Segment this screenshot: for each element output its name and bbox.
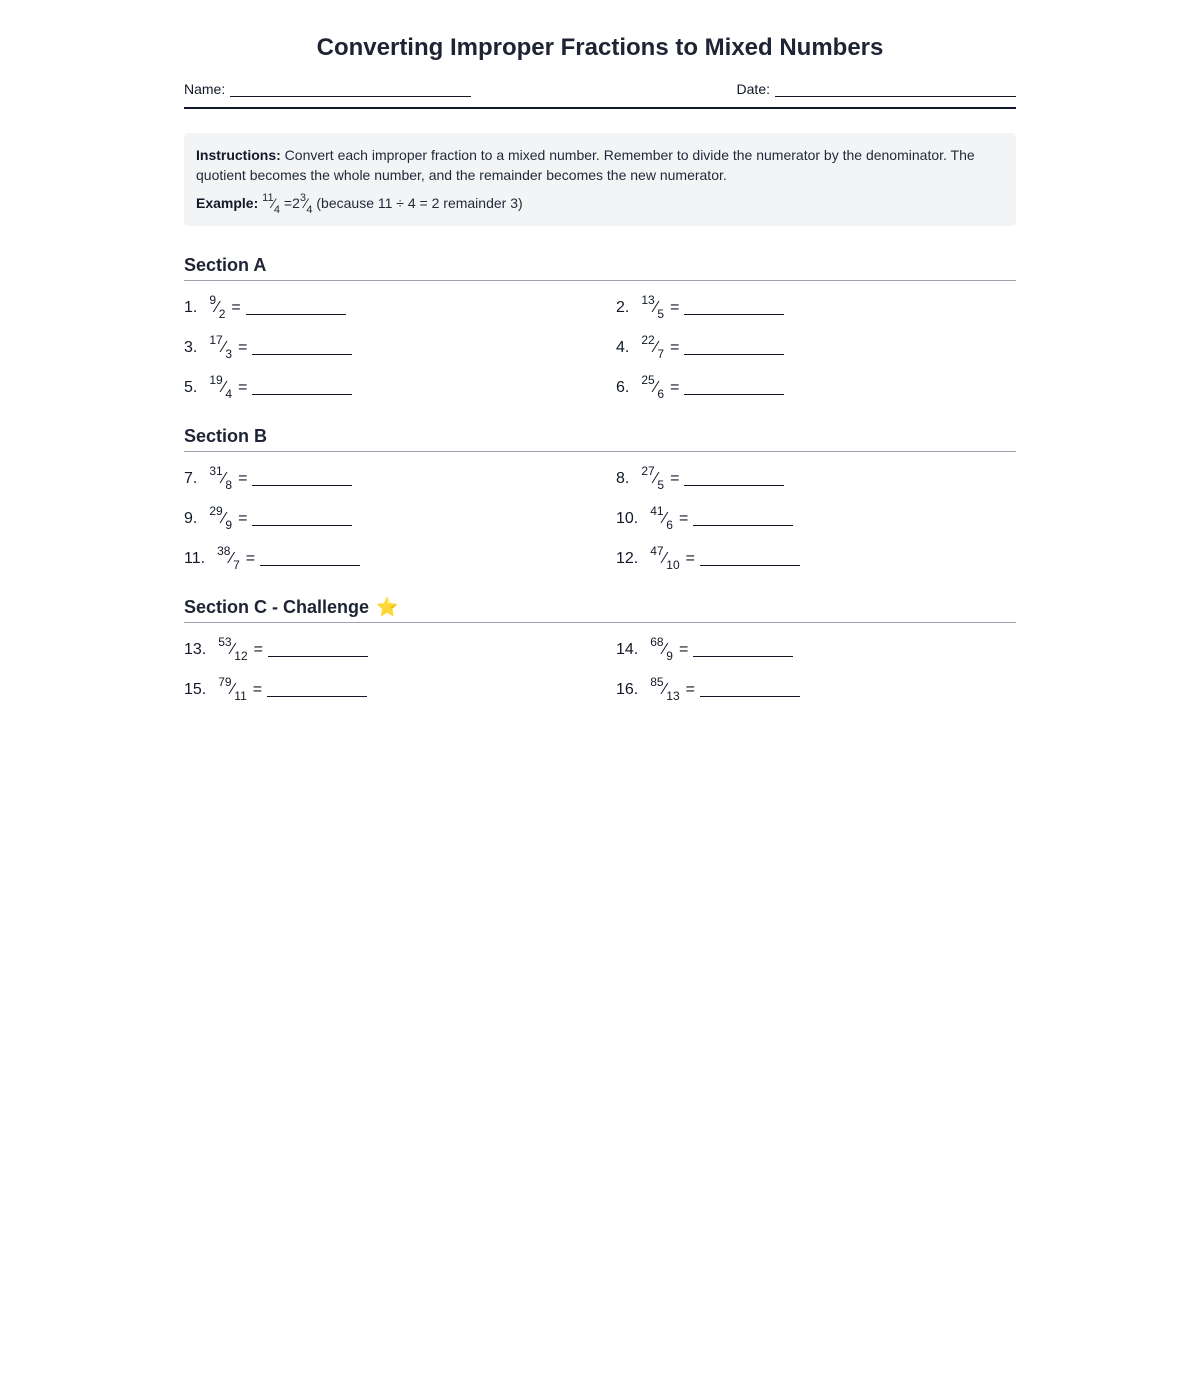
- fraction-slash: ⁄: [663, 641, 667, 658]
- fraction-denominator: 5: [657, 307, 665, 322]
- equals-sign: =: [670, 470, 680, 487]
- fraction-slash: ⁄: [272, 195, 275, 211]
- problem-fraction: [641, 332, 665, 362]
- answer-blank[interactable]: [700, 549, 800, 566]
- sections-container: [184, 254, 1016, 704]
- equals-sign: =: [245, 550, 256, 567]
- fraction-slash: ⁄: [663, 510, 667, 527]
- example-whole: 2: [292, 195, 300, 211]
- name-input-line[interactable]: [230, 82, 471, 97]
- instructions-box: [184, 133, 1016, 226]
- fraction-numerator: 25: [641, 372, 655, 387]
- problem-number: 5.: [184, 379, 198, 396]
- fraction-slash: ⁄: [305, 195, 308, 211]
- problem-fraction: [209, 463, 233, 493]
- equals-sign: =: [253, 641, 263, 658]
- answer-blank[interactable]: [693, 640, 793, 657]
- section-title: [184, 254, 1016, 281]
- problem-number: 13.: [184, 641, 207, 658]
- problem-fraction: [641, 292, 665, 322]
- equals-sign: =: [231, 299, 241, 316]
- problem-number: 10.: [616, 510, 639, 527]
- problem-item: [616, 292, 1016, 322]
- answer-blank[interactable]: [684, 338, 784, 355]
- fraction-slash: ⁄: [654, 470, 658, 487]
- section-title: [184, 425, 1016, 452]
- problem-number: 9.: [184, 510, 198, 527]
- fraction-denominator: 10: [666, 558, 680, 573]
- date-field: [737, 81, 1016, 97]
- fraction-denominator: 6: [666, 518, 673, 533]
- problem-grid: [184, 292, 1016, 402]
- problem-number: 16.: [616, 681, 639, 698]
- fraction-numerator: 9: [209, 292, 217, 307]
- fraction-slash: ⁄: [216, 299, 219, 316]
- problem-fraction: [650, 634, 673, 664]
- fraction-denominator: 3: [225, 347, 233, 362]
- equals-sign: =: [238, 470, 248, 487]
- problem-number: 15.: [184, 681, 207, 698]
- fraction-denominator: 12: [234, 649, 248, 664]
- section: [184, 425, 1016, 573]
- problem-item: [184, 543, 616, 573]
- answer-blank[interactable]: [693, 509, 793, 526]
- fraction-numerator: 13: [641, 292, 655, 307]
- answer-blank[interactable]: [267, 680, 367, 697]
- answer-blank[interactable]: [246, 298, 346, 315]
- worksheet-page: [184, 0, 1016, 704]
- fraction-numerator: 22: [641, 332, 655, 347]
- problem-fraction: [641, 372, 665, 402]
- example-equals: =: [283, 195, 293, 211]
- example-fraction: [262, 192, 281, 216]
- problem-item: [184, 332, 616, 362]
- fraction-numerator: 79: [218, 674, 232, 689]
- fraction-numerator: 31: [209, 463, 223, 478]
- fraction-denominator: 11: [234, 689, 247, 704]
- problem-item: [616, 634, 1016, 664]
- name-label: Name:: [184, 81, 226, 97]
- problem-item: [184, 372, 616, 402]
- fraction-denominator: 7: [657, 347, 665, 362]
- fraction-denominator: 2: [218, 307, 226, 322]
- problem-number: 4.: [616, 339, 630, 356]
- fraction-slash: ⁄: [663, 550, 667, 567]
- example-result-fraction: [299, 192, 313, 216]
- fraction-slash: ⁄: [231, 681, 235, 698]
- star-icon: ⭐: [376, 597, 399, 617]
- fraction-denominator: 4: [225, 387, 233, 402]
- fraction-slash: ⁄: [222, 510, 226, 527]
- fraction-slash: ⁄: [654, 339, 658, 356]
- problem-item: [184, 463, 616, 493]
- problem-fraction: [650, 543, 680, 573]
- problem-item: [616, 372, 1016, 402]
- answer-blank[interactable]: [684, 469, 784, 486]
- example-denominator: 4: [273, 203, 281, 216]
- name-field: [184, 81, 471, 97]
- problem-number: 8.: [616, 470, 630, 487]
- answer-blank[interactable]: [700, 680, 800, 697]
- problem-number: 14.: [616, 641, 639, 658]
- fraction-slash: ⁄: [663, 681, 667, 698]
- answer-blank[interactable]: [252, 378, 352, 395]
- fraction-numerator: 17: [209, 332, 223, 347]
- instructions-text: Convert each improper fraction to a mixed number. Remember to divide the numerator by the denominator. The quotient becomes the whole number, and the remainder becomes the new numerator.: [196, 147, 975, 183]
- equals-sign: =: [238, 510, 248, 527]
- page-title: Converting Improper Fractions to Mixed Numbers: [316, 34, 884, 61]
- problem-item: [184, 503, 616, 533]
- fraction-numerator: 68: [650, 634, 664, 649]
- fraction-slash: ⁄: [654, 379, 658, 396]
- problem-fraction: [650, 503, 673, 533]
- answer-blank[interactable]: [252, 469, 352, 486]
- example-explanation: (because 11 ÷ 4 = 2 remainder 3): [316, 195, 523, 211]
- fraction-slash: ⁄: [222, 470, 226, 487]
- fraction-denominator: 9: [225, 518, 233, 533]
- problem-number: 6.: [616, 379, 630, 396]
- answer-blank[interactable]: [252, 338, 352, 355]
- example-result-numerator: 3: [299, 192, 307, 205]
- problem-fraction: [218, 674, 247, 704]
- problem-number: 7.: [184, 470, 198, 487]
- problem-item: [184, 292, 616, 322]
- equals-sign: =: [238, 379, 248, 396]
- fraction-slash: ⁄: [654, 299, 658, 316]
- problem-fraction: [209, 372, 233, 402]
- equals-sign: =: [252, 681, 263, 698]
- header-fields: [184, 81, 1016, 109]
- problem-item: [616, 503, 1016, 533]
- answer-blank[interactable]: [252, 509, 352, 526]
- problem-fraction: [217, 543, 240, 573]
- fraction-denominator: 6: [657, 387, 665, 402]
- problem-grid: [184, 634, 1016, 704]
- answer-blank[interactable]: [684, 378, 784, 395]
- date-input-line[interactable]: [775, 82, 1016, 97]
- equals-sign: =: [678, 510, 689, 527]
- example-result-denominator: 4: [306, 203, 313, 216]
- section-title: [184, 596, 1016, 623]
- equals-sign: =: [670, 339, 680, 356]
- fraction-numerator: 19: [209, 372, 223, 387]
- equals-sign: =: [670, 299, 680, 316]
- problem-number: 1.: [184, 299, 198, 316]
- section-title-text: Section C - Challenge: [184, 597, 370, 617]
- problem-fraction: [209, 332, 233, 362]
- equals-sign: =: [670, 379, 680, 396]
- problem-fraction: [218, 634, 248, 664]
- fraction-denominator: 8: [225, 478, 233, 493]
- problem-item: [616, 674, 1016, 704]
- fraction-numerator: 85: [650, 674, 664, 689]
- equals-sign: =: [238, 339, 248, 356]
- equals-sign: =: [678, 641, 689, 658]
- fraction-numerator: 29: [209, 503, 223, 518]
- problem-item: [616, 543, 1016, 573]
- equals-sign: =: [685, 550, 695, 567]
- answer-blank[interactable]: [268, 640, 368, 657]
- instructions-label: Instructions:: [196, 147, 281, 163]
- fraction-denominator: 7: [233, 558, 240, 573]
- instructions-paragraph: [196, 145, 1004, 185]
- example-line: [196, 192, 1004, 216]
- answer-blank[interactable]: [684, 298, 784, 315]
- fraction-denominator: 13: [666, 689, 680, 704]
- example-label: Example:: [196, 195, 259, 211]
- problem-item: [184, 674, 616, 704]
- fraction-slash: ⁄: [230, 550, 234, 567]
- answer-blank[interactable]: [260, 549, 360, 566]
- problem-item: [184, 634, 616, 664]
- problem-number: 12.: [616, 550, 639, 567]
- section-title-text: Section A: [184, 255, 267, 275]
- problem-grid: [184, 463, 1016, 573]
- fraction-numerator: 38: [217, 543, 231, 558]
- section: [184, 254, 1016, 402]
- problem-item: [616, 463, 1016, 493]
- fraction-slash: ⁄: [222, 379, 226, 396]
- problem-fraction: [209, 292, 226, 322]
- section: [184, 596, 1016, 704]
- example-numerator: 11: [262, 192, 274, 205]
- problem-fraction: [641, 463, 665, 493]
- fraction-denominator: 9: [666, 649, 673, 664]
- section-title-text: Section B: [184, 426, 268, 446]
- problem-number: 11.: [184, 550, 206, 567]
- problem-fraction: [650, 674, 680, 704]
- problem-number: 3.: [184, 339, 198, 356]
- problem-item: [616, 332, 1016, 362]
- fraction-denominator: 5: [657, 478, 665, 493]
- fraction-numerator: 27: [641, 463, 655, 478]
- equals-sign: =: [685, 681, 695, 698]
- fraction-numerator: 47: [650, 543, 664, 558]
- problem-number: 2.: [616, 299, 630, 316]
- problem-fraction: [209, 503, 233, 533]
- fraction-numerator: 41: [650, 503, 664, 518]
- fraction-numerator: 53: [218, 634, 232, 649]
- fraction-slash: ⁄: [222, 339, 226, 356]
- fraction-slash: ⁄: [231, 641, 235, 658]
- date-label: Date:: [736, 81, 770, 97]
